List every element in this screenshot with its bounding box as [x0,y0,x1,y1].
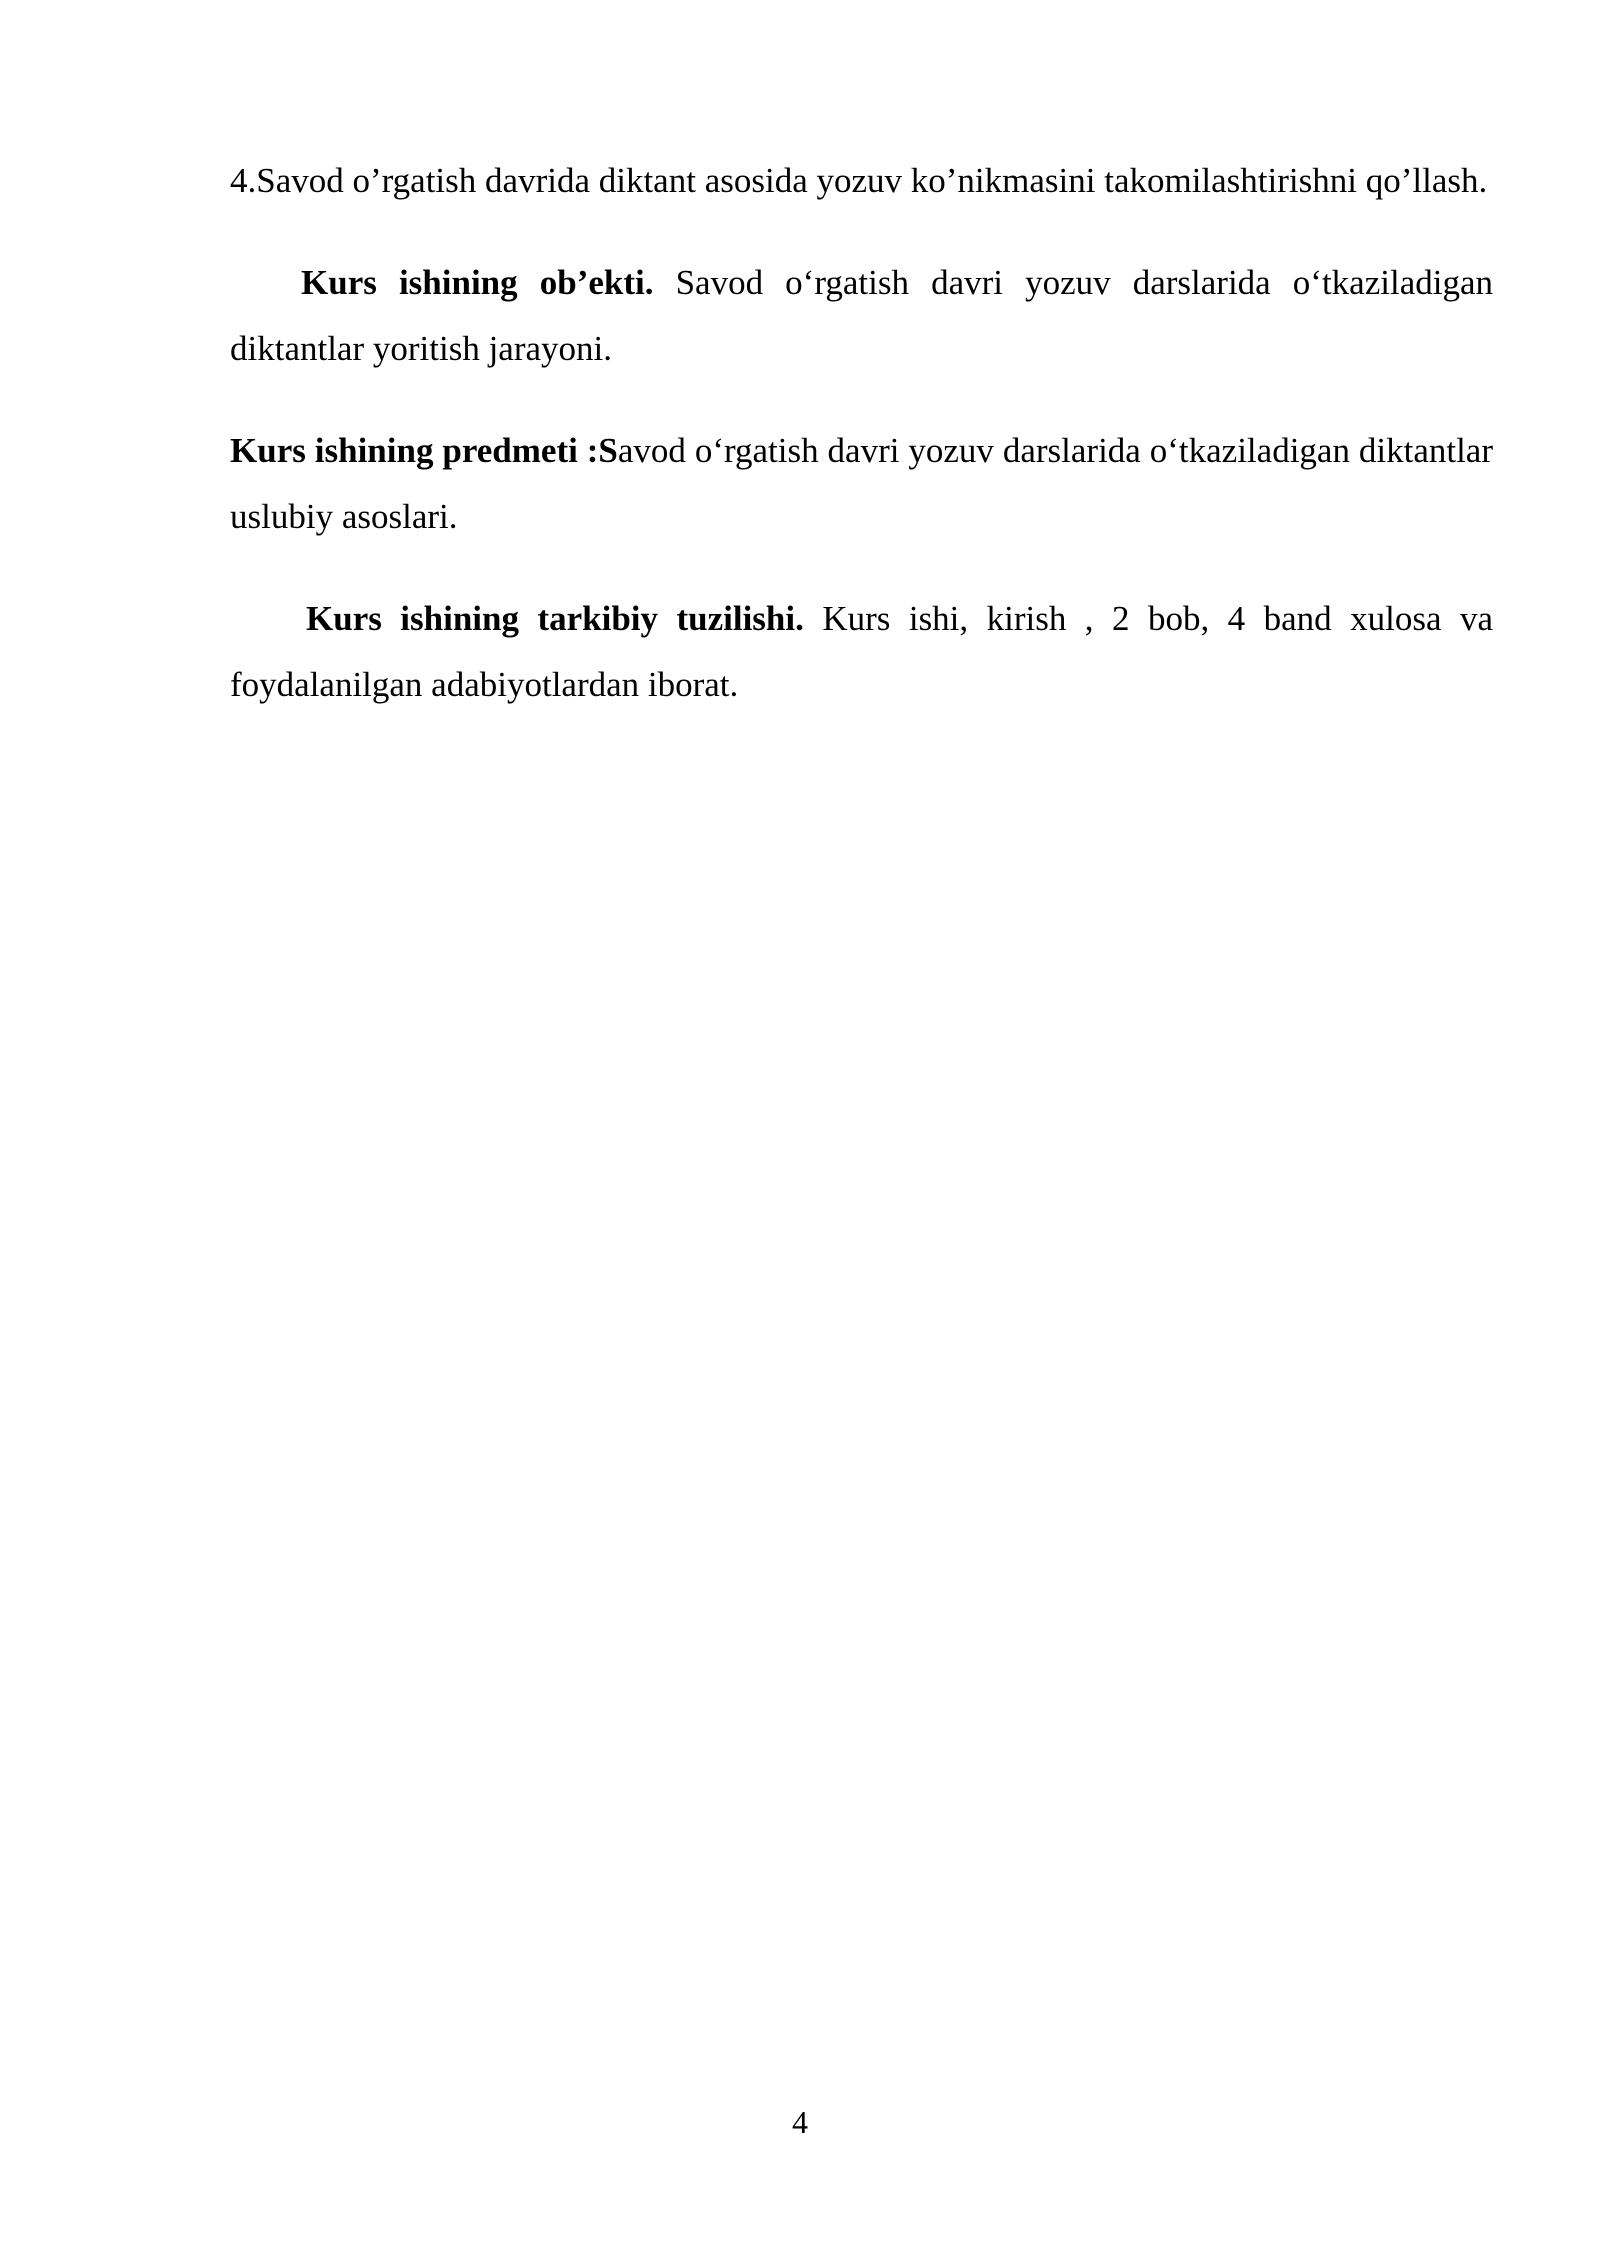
structure-heading: Kurs ishining tarkibiy tuzilishi. [306,599,804,638]
structure-text: Kurs ishi, kirish , 2 bob, 4 band xulosa va foydalanilgan adabiyotlardan iborat. [230,599,1493,704]
object-text: Savod o‘rgatish davri yozuv darslarida o‘tkaziladigan diktantlar yoritish jarayoni. [230,263,1493,368]
page-number: 4 [792,2104,808,2140]
subject-heading: Kurs ishining predmeti :S [230,431,618,470]
object-heading: Kurs ishining ob’ekti. [301,263,654,302]
paragraph-task-4-text: 4.Savod o’rgatish davrida diktant asosida yozuv ko’nikmasini takomilashtirishni qo’llash. [230,161,1488,200]
paragraph-object [230,250,1493,382]
subject-text: avod o‘rgatish davri yozuv darslarida o‘tkaziladigan diktantlar uslubiy asoslari. [230,431,1493,536]
page-body [230,148,1493,718]
paragraph-structure [230,586,1493,718]
paragraph-subject [230,418,1493,550]
paragraph-task-4 [230,148,1493,214]
